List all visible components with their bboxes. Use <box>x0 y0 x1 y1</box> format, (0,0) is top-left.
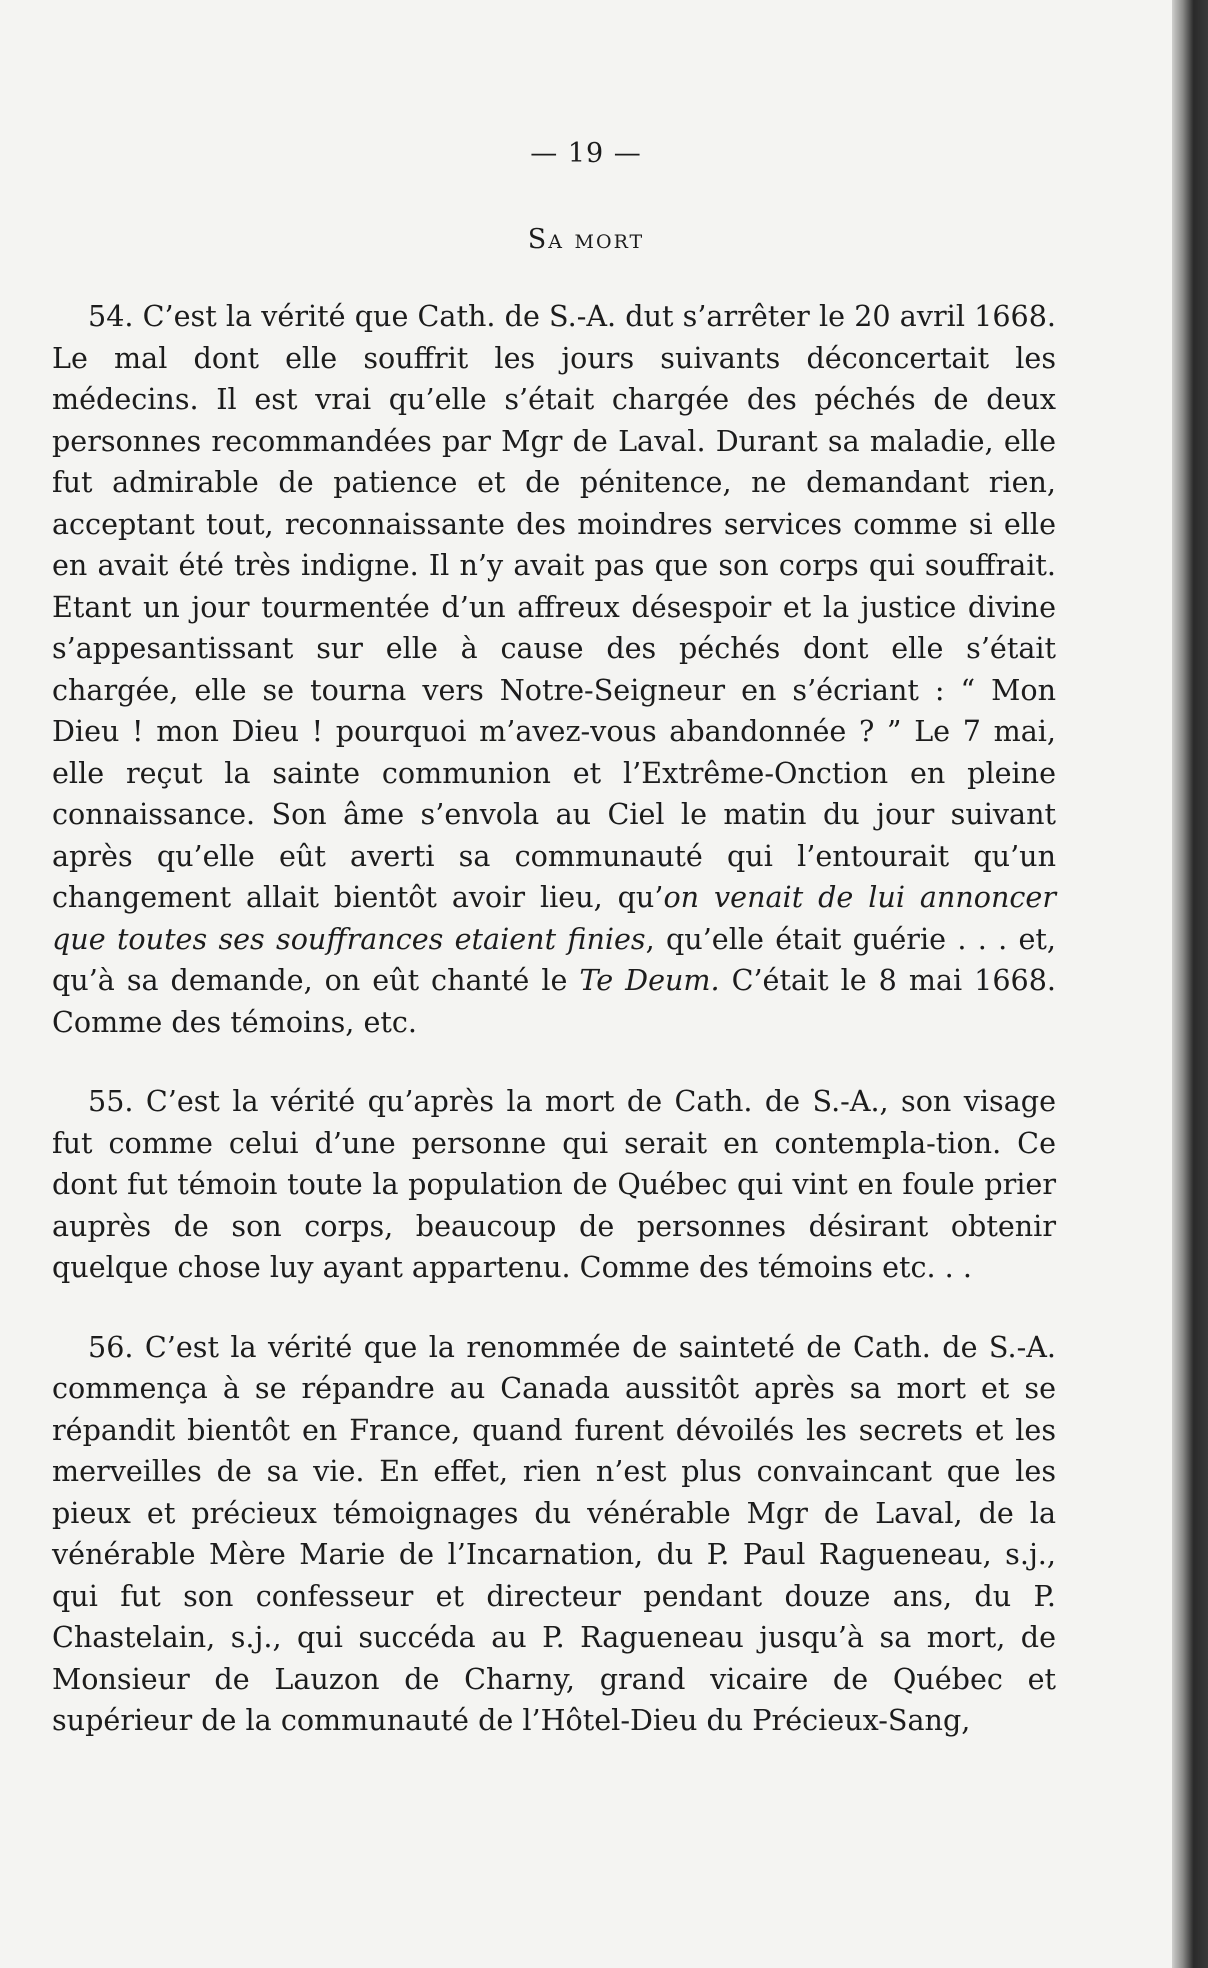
paragraph-54-italic-te-deum: Te Deum. <box>579 963 720 997</box>
paragraph-54-italic-quote: on venait de lui annoncer que toutes ses souffrances etaient finies <box>52 880 1056 956</box>
book-spine-edge <box>1172 0 1208 1968</box>
paragraph-54-text-b: , qu’elle était guérie . . . et, qu’à sa demande, on eût chanté le <box>52 921 1056 997</box>
paragraph-55: 55. C’est la vérité qu’après la mort de Cath. de S.-A., son visage fut comme celui d’une personne qui serait en contempla-tion. Ce dont fut témoin toute la population de Québec qui vint en foule prier auprès de son corps, beaucoup de personnes désirant obtenir quelque chose luy ayant appartenu. Comme des témoins etc. . . <box>52 1084 1056 1284</box>
section-title: Sa mort <box>527 224 645 255</box>
paragraph-54 <box>52 296 1056 1043</box>
paragraph-54-text-a: 54. C’est la vérité que Cath. de S.-A. dut s’arrêter le 20 avril 1668. Le mal dont elle souffrit les jours suivants déconcertait les médecins. Il est vrai qu’elle s’était chargée des péchés de deux personnes recommandées par Mgr de Laval. Durant sa maladie, elle fut admirable de patience et de pénitence, ne demandant rien, acceptant tout, reconnaissante des moindres services comme si elle en avait été très indigne. Il n’y avait pas que son corps qui souffrait. Etant un jour tourmentée d’un affreux désespoir et la justice divine s’appesantissant sur elle à cause des péchés dont elle s’était chargée, elle se tourna vers Notre-Seigneur en s’écriant : “ Mon Dieu ! mon Dieu ! pourquoi m’avez-vous abandonnée ? ” Le 7 mai, elle reçut la sainte communion et l’Extrême-Onction en pleine connaissance. Son âme s’envola au Ciel le matin du jour suivant après qu’elle eût averti sa communauté qui l’entourait qu’un changement allait bientôt avoir lieu, qu’ <box>52 299 1056 914</box>
page-number: — 19 — <box>530 138 642 169</box>
text-body <box>52 296 1056 1742</box>
paragraph-54-text-c: C’était le 8 mai 1668. Comme des témoins, etc. <box>52 963 1056 1039</box>
paragraph-56: 56. C’est la vérité que la renommée de sainteté de Cath. de S.-A. commença à se répandre au Canada aussitôt après sa mort et se répandit bientôt en France, quand furent dévoilés les secrets et les merveilles de sa vie. En effet, rien n’est plus convaincant que les pieux et précieux témoignages du vénérable Mgr de Laval, de la vénérable Mère Marie de l’Incarnation, du P. Paul Ragueneau, s.j., qui fut son confesseur et directeur pendant douze ans, du P. Chastelain, s.j., qui succéda au P. Ragueneau jusqu’à sa mort, de Monsieur de Lauzon de Charny, grand vicaire de Québec et supérieur de la communauté de l’Hôtel-Dieu du Précieux-Sang, <box>52 1329 1056 1737</box>
